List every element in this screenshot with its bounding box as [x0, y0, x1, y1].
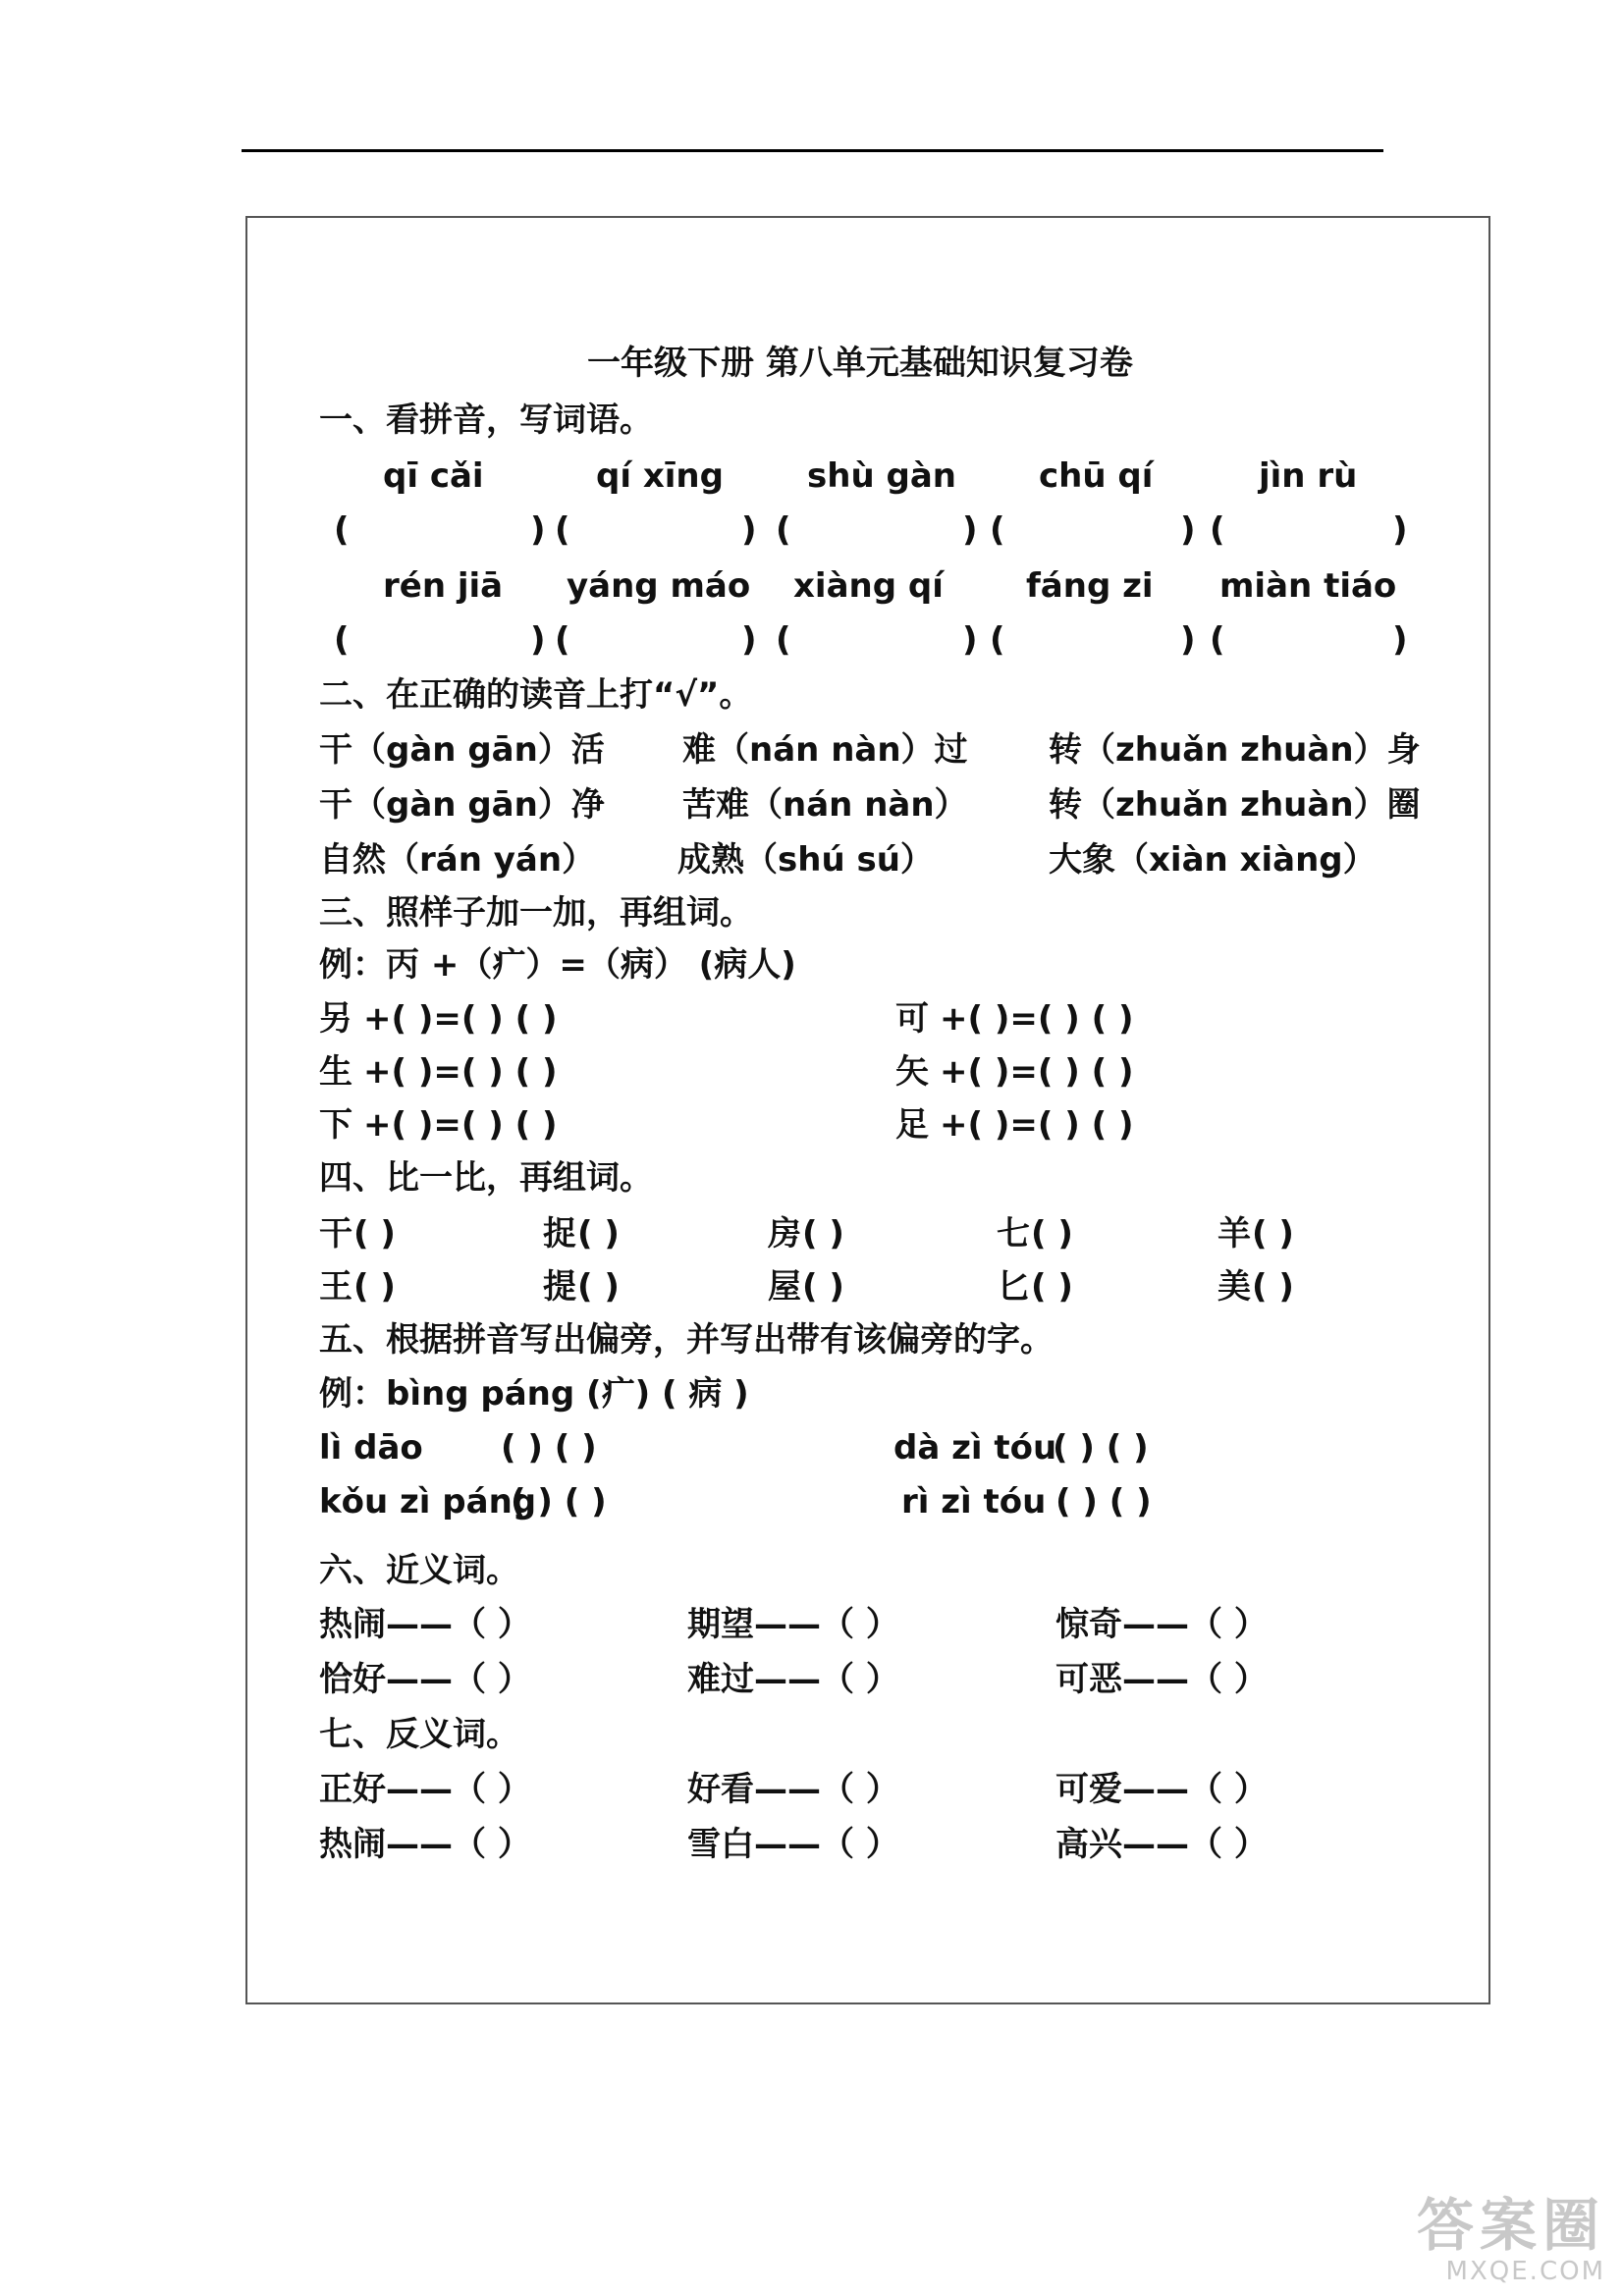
- synonym-word: 热闹: [319, 1605, 386, 1644]
- answer-paren-close: ): [1392, 620, 1408, 660]
- radical-blanks: ( ) ( ): [1053, 1428, 1149, 1468]
- pinyin-1-5: jìn rù: [1259, 456, 1358, 496]
- compare-char: 屋: [768, 1267, 801, 1307]
- reading-item: 大象（xiàn xiàng）: [1049, 840, 1377, 880]
- section-5-example: 例：bìng páng (疒) ( 病 ): [319, 1374, 749, 1414]
- reading-item: 苦难（nán nàn）: [682, 785, 968, 825]
- pinyin-2-2: yáng máo: [567, 566, 751, 606]
- reading-item: 成熟（shú sú）: [677, 840, 934, 880]
- watermark-url: MXQE.COM: [1445, 2257, 1605, 2286]
- radical-pinyin: kǒu zì páng: [319, 1482, 537, 1522]
- antonym-blank: ——（ ）: [754, 1825, 899, 1864]
- answer-paren-open: (: [990, 620, 1005, 660]
- compare-blank: ( ): [802, 1267, 844, 1307]
- pinyin-1-4: chū qí: [1039, 456, 1154, 496]
- section-5-heading: 五、根据拼音写出偏旁，并写出带有该偏旁的字。: [319, 1320, 1054, 1360]
- char-left: 生: [319, 1052, 352, 1092]
- reading-item: 转（zhuǎn zhuàn）圈: [1049, 785, 1421, 825]
- pinyin-2-5: miàn tiáo: [1219, 566, 1397, 606]
- compose-blanks: +( )=( ) ( ): [363, 999, 558, 1039]
- reading-item: 干（gàn gān）净: [319, 785, 605, 825]
- pinyin-2-1: rén jiā: [383, 566, 504, 606]
- antonym-word: 高兴: [1055, 1825, 1122, 1864]
- synonym-word: 难过: [687, 1660, 754, 1699]
- answer-paren-close: ): [1180, 620, 1196, 660]
- section-1-heading: 一、看拼音，写词语。: [319, 400, 653, 440]
- compose-blanks: +( )=( ) ( ): [940, 999, 1134, 1039]
- answer-paren-close: ): [1392, 510, 1408, 550]
- char-right: 矢: [895, 1052, 929, 1092]
- answer-paren-open: (: [555, 510, 570, 550]
- watermark-logo: 答案圈: [1416, 2192, 1605, 2259]
- compare-char: 房: [768, 1214, 801, 1254]
- reading-item: 自然（rán yán）: [319, 840, 596, 880]
- watermark: [1417, 2194, 1605, 2286]
- compare-blank: ( ): [1031, 1214, 1073, 1254]
- compare-blank: ( ): [353, 1267, 396, 1307]
- answer-paren-close: ): [741, 620, 757, 660]
- answer-paren-open: (: [334, 620, 350, 660]
- reading-item: 干（gàn gān）活: [319, 730, 605, 770]
- compare-blank: ( ): [577, 1267, 620, 1307]
- answer-paren-close: ): [962, 510, 978, 550]
- header-rule: [242, 149, 1383, 152]
- radical-pinyin: rì zì tóu: [901, 1482, 1047, 1522]
- antonym-word: 好看: [687, 1770, 754, 1809]
- answer-paren-open: (: [776, 510, 791, 550]
- antonym-blank: ——（ ）: [754, 1770, 899, 1809]
- answer-paren-close: ): [530, 620, 546, 660]
- char-right: 可: [895, 999, 929, 1039]
- radical-pinyin: dà zì tóu: [893, 1428, 1057, 1468]
- section-6-heading: 六、近义词。: [319, 1551, 519, 1590]
- section-3-example: 例：丙 +（疒）=（病） (病人): [319, 945, 796, 985]
- compare-blank: ( ): [353, 1214, 396, 1254]
- synonym-word: 可恶: [1055, 1660, 1122, 1699]
- char-right: 足: [895, 1105, 929, 1145]
- answer-paren-open: (: [990, 510, 1005, 550]
- synonym-word: 恰好: [319, 1660, 386, 1699]
- antonym-word: 可爱: [1055, 1770, 1122, 1809]
- compare-blank: ( ): [1252, 1214, 1294, 1254]
- radical-pinyin: lì dāo: [319, 1428, 423, 1468]
- synonym-blank: ——（ ）: [1122, 1605, 1268, 1644]
- radical-blanks: ( ) ( ): [1055, 1482, 1152, 1522]
- compare-char: 羊: [1217, 1214, 1251, 1254]
- antonym-word: 热闹: [319, 1825, 386, 1864]
- synonym-blank: ——（ ）: [1122, 1660, 1268, 1699]
- compose-blanks: +( )=( ) ( ): [363, 1105, 558, 1145]
- synonym-word: 惊奇: [1055, 1605, 1122, 1644]
- antonym-blank: ——（ ）: [386, 1825, 531, 1864]
- page-title: 一年级下册 第八单元基础知识复习卷: [587, 344, 1133, 383]
- reading-item: 难（nán nàn）过: [682, 730, 968, 770]
- synonym-blank: ——（ ）: [754, 1660, 899, 1699]
- compare-char: 王: [319, 1267, 352, 1307]
- section-7-heading: 七、反义词。: [319, 1715, 519, 1754]
- synonym-blank: ——（ ）: [386, 1660, 531, 1699]
- section-3-heading: 三、照样子加一加，再组词。: [319, 893, 753, 933]
- pinyin-1-2: qí xīng: [596, 456, 724, 496]
- answer-paren-open: (: [1210, 620, 1225, 660]
- answer-paren-open: (: [1210, 510, 1225, 550]
- compare-char: 提: [543, 1267, 576, 1307]
- section-2-heading: 二、在正确的读音上打“√”。: [319, 675, 753, 715]
- compare-blank: ( ): [1031, 1267, 1073, 1307]
- pinyin-2-3: xiàng qí: [793, 566, 944, 606]
- compare-char: 七: [997, 1214, 1030, 1254]
- answer-paren-open: (: [555, 620, 570, 660]
- section-4-heading: 四、比一比，再组词。: [319, 1158, 653, 1198]
- radical-blanks: ( ) ( ): [511, 1482, 607, 1522]
- synonym-blank: ——（ ）: [386, 1605, 531, 1644]
- answer-paren-open: (: [776, 620, 791, 660]
- synonym-word: 期望: [687, 1605, 754, 1644]
- compose-blanks: +( )=( ) ( ): [940, 1105, 1134, 1145]
- compose-blanks: +( )=( ) ( ): [940, 1052, 1134, 1092]
- answer-paren-close: ): [741, 510, 757, 550]
- compare-char: 捉: [543, 1214, 576, 1254]
- pinyin-1-3: shù gàn: [807, 456, 956, 496]
- answer-paren-open: (: [334, 510, 350, 550]
- antonym-blank: ——（ ）: [1122, 1770, 1268, 1809]
- antonym-word: 雪白: [687, 1825, 754, 1864]
- compare-char: 干: [319, 1214, 352, 1254]
- compare-blank: ( ): [577, 1214, 620, 1254]
- compare-blank: ( ): [802, 1214, 844, 1254]
- answer-paren-close: ): [962, 620, 978, 660]
- compose-blanks: +( )=( ) ( ): [363, 1052, 558, 1092]
- antonym-blank: ——（ ）: [386, 1770, 531, 1809]
- char-left: 下: [319, 1105, 352, 1145]
- pinyin-2-4: fáng zi: [1026, 566, 1154, 606]
- answer-paren-close: ): [1180, 510, 1196, 550]
- synonym-blank: ——（ ）: [754, 1605, 899, 1644]
- compare-char: 美: [1217, 1267, 1251, 1307]
- antonym-blank: ——（ ）: [1122, 1825, 1268, 1864]
- compare-blank: ( ): [1252, 1267, 1294, 1307]
- reading-item: 转（zhuǎn zhuàn）身: [1049, 730, 1421, 770]
- char-left: 另: [319, 999, 352, 1039]
- compare-char: 匕: [997, 1267, 1030, 1307]
- radical-blanks: ( ) ( ): [501, 1428, 597, 1468]
- pinyin-1-1: qī cǎi: [383, 456, 484, 496]
- antonym-word: 正好: [319, 1770, 386, 1809]
- answer-paren-close: ): [530, 510, 546, 550]
